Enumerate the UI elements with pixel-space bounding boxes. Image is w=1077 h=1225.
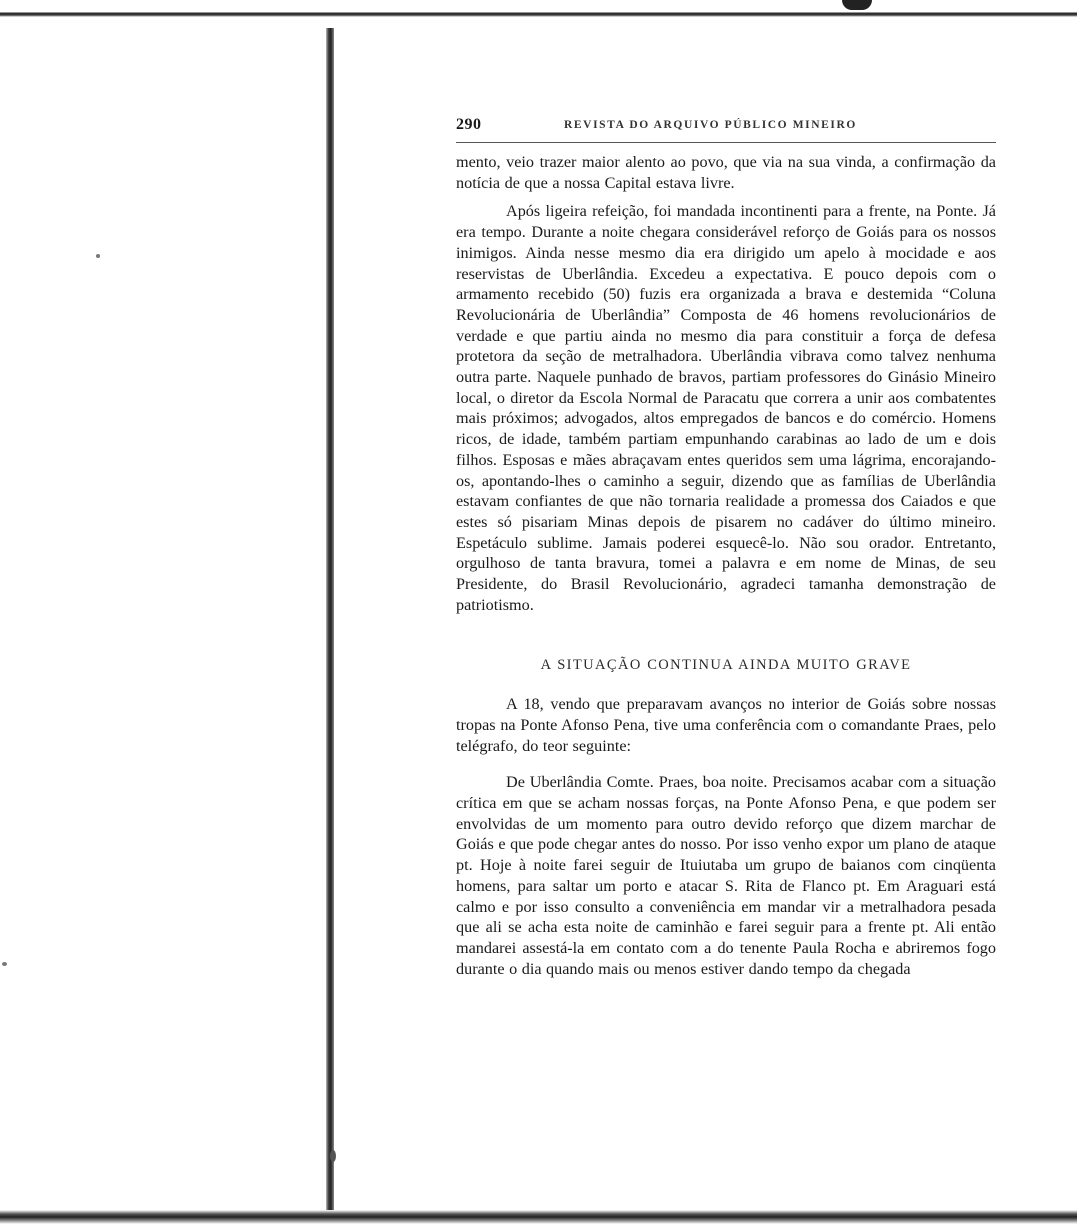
paragraph: Após ligeira refeição, foi mandada incontinenti para a frente, na Ponte. Já era tempo. Durante a noite chegara considerável reforço de Goiás para os nossos inimigos. Ainda nesse mesmo dia era dirigido um apelo à mocidade e aos reservistas de Uberlândia. Excedeu a expectativa. E pouco depois com o armamento recebido (50) fuzis era organizada a brava e destemida “Coluna Revolucionária de Uberlândia” Composta de 46 homens revolucionários de verdade e que partiu ainda no mesmo dia para constituir a força de defesa protetora da seção de metralhadora. Uberlândia vibrava como talvez nenhuma outra parte. Naquele punhado de bravos, partiam professores do Ginásio Mineiro local, o diretor da Escola Normal de Paracatu que correra a unir aos combatentes mais próximos; advogados, altos empregados de bancos e do comércio. Homens ricos, de idade, também partiam empunhando carabinas ao lado de um e dois filhos. Esposas e mães abraçavam entes queridos sem uma lágrima, encorajando-os, apontando-lhes o caminho a seguir, dizendo que as famílias de Uberlândia estavam confiantes de que não tornaria realidade a promessa dos Caiados e que estes só pisariam Minas depois de pisarem no cadáver do último mineiro. Espetáculo sublime. Jamais poderei esquecê-lo. Não sou orador. Entretanto, orgulhoso de tanta bravura, tomei a palavra e em nome de Minas, de seu Presidente, do Brasil Revolucionário, agradeci tamanha demonstração de patriotismo. <box>456 202 996 614</box>
book-spine-shadow <box>326 28 334 1213</box>
paragraph: De Uberlândia Comte. Praes, boa noite. Precisamos acabar com a situação crítica em que se acham nossas forças, na Ponte Afonso Pena, e que podem ser envolvidas de um momento para outro devido reforço que dizem marchar de Goiás e que pode chegar antes do nosso. Por isso venho expor um plano de ataque pt. Hoje à noite farei seguir de Ituiutaba um grupo de baianos com cinqüenta homens, para saltar um porto e atacar S. Rita de Flanco pt. Em Araguari está calmo e por isso consulto a conveniência em mandar vir a metralhadora pesada que ali se acha esta noite de caminhão e farei seguir para a frente pt. Ali então mandarei assestá-la em contato com a do tenente Paula Rocha e abriremos fogo durante o dia quando mais ou menos estiver dando tempo da chegada <box>456 773 996 978</box>
scan-speck <box>2 962 7 966</box>
running-title: REVISTA DO ARQUIVO PÚBLICO MINEIRO <box>564 119 857 131</box>
page-number: 290 <box>456 116 482 133</box>
scan-speck <box>330 1150 336 1162</box>
page-header <box>456 116 996 140</box>
header-rule <box>456 142 996 143</box>
page-body <box>456 152 996 979</box>
scan-top-border <box>0 0 1077 22</box>
scan-speck <box>96 254 100 258</box>
paragraph: A 18, vendo que preparavam avanços no interior de Goiás sobre nossas tropas na Ponte Afonso Pena, tive uma conferência com o comandante Praes, pelo telégrafo, do teor seguinte: <box>456 695 996 755</box>
section-heading: A SITUAÇÃO CONTINUA AINDA MUITO GRAVE <box>540 657 912 674</box>
paragraph: mento, veio trazer maior alento ao povo, que via na sua vinda, a confirmação da notícia de que a nossa Capital estava livre. <box>456 153 996 192</box>
scan-bottom-border <box>0 1210 1077 1225</box>
